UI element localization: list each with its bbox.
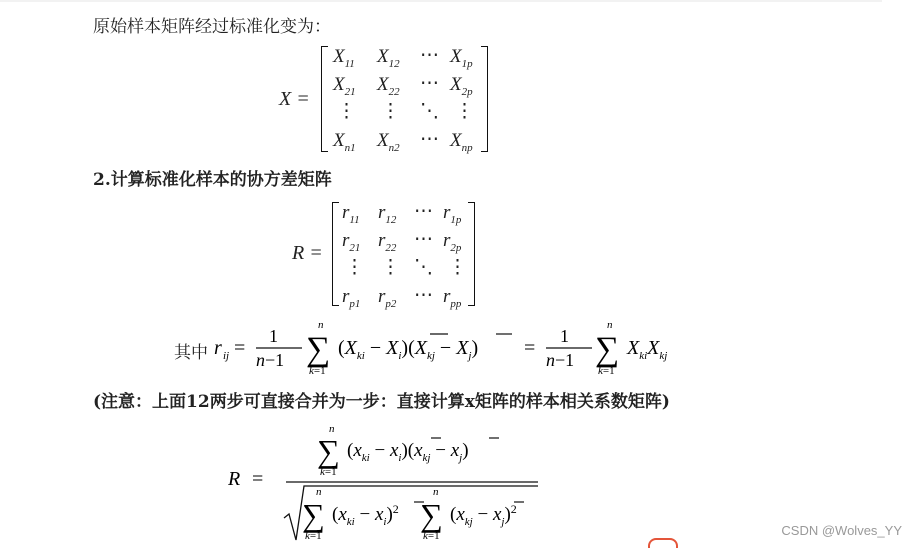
- csdn-watermark: CSDN @Wolves_YY: [781, 523, 902, 538]
- matrix-cell: $r_{2p}$: [443, 230, 462, 254]
- matrix-r-label: R =: [292, 242, 323, 264]
- matrix-cell: $X_{n2}$: [377, 130, 400, 154]
- den-sum-upper-limit-b: n: [433, 486, 439, 498]
- matrix-cell: $X_{n1}$: [333, 130, 356, 154]
- matrix-cell: $X_{11}$: [333, 46, 355, 70]
- fraction-numerator-2: 1: [560, 326, 569, 346]
- matrix-cell: ⋯: [420, 129, 439, 150]
- matrix-cell: $X_{np}$: [450, 130, 473, 154]
- matrix-cell: ⋮: [337, 101, 356, 122]
- matrix-cell: ⋮: [455, 101, 474, 122]
- matrix-cell: ⋱: [420, 101, 439, 122]
- equals-sign-2: =: [524, 337, 536, 359]
- term-product: $(X_{ki} - X_i)(X_{kj} - X_j)$: [338, 337, 479, 362]
- matrix-x: [275, 44, 505, 156]
- den-sum-symbol-b: ∑: [420, 497, 443, 533]
- fraction-numerator: 1: [269, 326, 278, 346]
- equals-sign: =: [252, 468, 264, 490]
- sum-lower-limit: k=1: [309, 365, 326, 377]
- matrix-cell: $r_{12}$: [378, 202, 397, 226]
- note-text: (注意：上面12两步可直接合并为一步：直接计算x矩阵的样本相关系数矩阵): [93, 392, 670, 412]
- matrix-cell: ⋮: [381, 101, 400, 122]
- matrix-cell: ⋯: [420, 73, 439, 94]
- rij-symbol: r: [214, 337, 222, 359]
- numerator-term: $(x_{ki} - x_i)(x_{kj} - x_j)$: [347, 440, 469, 464]
- fraction-denominator-2: n−1: [546, 350, 575, 370]
- denominator-term-a: $(x_{ki} - x_i)^2$: [332, 502, 399, 528]
- left-bracket: [321, 46, 328, 152]
- step2-heading: 2.计算标准化样本的协方差矩阵: [93, 170, 332, 190]
- matrix-cell: $X_{22}$: [377, 74, 400, 98]
- matrix-cell: $r_{21}$: [342, 230, 361, 254]
- sum-upper-limit: n: [318, 319, 324, 331]
- matrix-cell: $X_{12}$: [377, 46, 400, 70]
- sum-lower-limit: k=1: [320, 466, 337, 478]
- top-divider: [0, 0, 882, 2]
- correlation-equation-svg: [228, 422, 558, 546]
- matrix-cell: $r_{pp}$: [443, 286, 462, 310]
- matrix-cell: $r_{22}$: [378, 230, 397, 254]
- den-sum-symbol-a: ∑: [302, 497, 325, 533]
- matrix-cell: $r_{11}$: [342, 202, 360, 226]
- matrix-cell: ⋱: [414, 257, 433, 278]
- equals-sign: =: [234, 337, 246, 359]
- left-bracket: [332, 202, 339, 306]
- matrix-cell: $r_{p1}$: [342, 286, 361, 310]
- term-xki-xkj: $X_{ki}X_{kj}$: [627, 337, 668, 362]
- matrix-cell: ⋮: [345, 257, 364, 278]
- formula-rij: [174, 318, 694, 380]
- sum-symbol: ∑: [317, 433, 340, 469]
- sum-upper-limit: n: [329, 423, 335, 435]
- sum-symbol-2: ∑: [595, 331, 620, 368]
- red-icon-fragment: [648, 538, 678, 548]
- matrix-cell: $X_{2p}$: [450, 74, 473, 98]
- rij-equation-svg: [174, 318, 694, 380]
- right-bracket: [481, 46, 488, 152]
- matrix-r: [288, 200, 488, 310]
- matrix-cell: $r_{p2}$: [378, 286, 397, 310]
- sum-lower-limit-2: k=1: [598, 365, 615, 377]
- sum-upper-limit-2: n: [607, 319, 613, 331]
- denominator-term-b: $(x_{kj} - x_j)^2$: [450, 502, 517, 528]
- rij-subscript: ij: [223, 350, 230, 362]
- intro-text: 原始样本矩阵经过标准化变为：: [93, 17, 331, 37]
- right-bracket: [468, 202, 475, 306]
- den-sum-lower-limit-b: k=1: [423, 530, 440, 542]
- matrix-cell: ⋯: [420, 45, 439, 66]
- matrix-cell: ⋯: [414, 201, 433, 222]
- matrix-cell: $X_{1p}$: [450, 46, 473, 70]
- where-prefix: 其中: [174, 343, 208, 363]
- matrix-cell: ⋯: [414, 229, 433, 250]
- matrix-cell: ⋮: [381, 257, 400, 278]
- den-sum-lower-limit-a: k=1: [305, 530, 322, 542]
- fraction-denominator: n−1: [256, 350, 285, 370]
- formula-correlation: [228, 422, 558, 546]
- matrix-cell: ⋮: [448, 257, 467, 278]
- matrix-cell: ⋯: [414, 285, 433, 306]
- den-sum-upper-limit-a: n: [316, 486, 322, 498]
- matrix-cell: $X_{21}$: [333, 74, 356, 98]
- matrix-cell: $r_{1p}$: [443, 202, 462, 226]
- matrix-x-label: X =: [279, 88, 310, 110]
- r-symbol: R: [228, 468, 241, 490]
- sum-symbol: ∑: [306, 331, 331, 368]
